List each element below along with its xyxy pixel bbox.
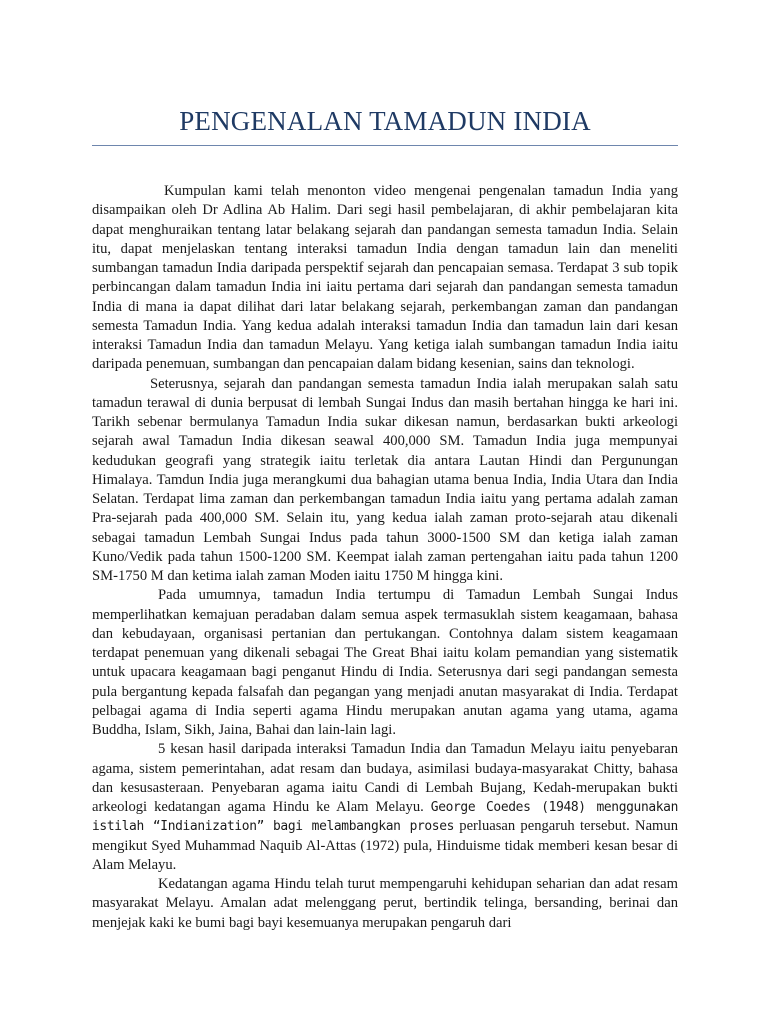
paragraph-interaction bbox=[92, 740, 678, 875]
paragraph-interaction-continued: perluasan pengaruh tersebut. Namun mengikut Syed Muhammad Naquib Al-Attas (1972) pula, Hinduisme tidak memberi kesan besar di Alam Melayu. bbox=[92, 818, 678, 873]
paragraph-hindu-influence: Kedatangan agama Hindu telah turut mempengaruhi kehidupan seharian dan adat resam masyarakat Melayu. Amalan adat melenggang perut, bertindik telinga, bersanding, berinai dan menjejak kaki ke bumi bagi bayi kesemuanya merupakan pengaruh dari bbox=[92, 876, 678, 931]
title-divider bbox=[92, 145, 678, 146]
coedes-quote-line: George Coedes (1948) menggunakan istilah “Indianization” bagi melambangkan proses bbox=[92, 800, 678, 835]
document-title: PENGENALAN TAMADUN INDIA bbox=[179, 106, 591, 136]
paragraph-introduction: Kumpulan kami telah menonton video mengenai pengenalan tamadun India yang disampaikan oleh Dr Adlina Ab Halim. Dari segi hasil pembelajaran, di akhir pembelajaran kita dapat menghuraikan tentang latar belakang sejarah dan pandangan semesta tamadun India. Selain itu, dapat menjelaskan tentang interaksi tamadun India dengan tamadun lain dan meneliti sumbangan tamadun India daripada perspektif sejarah dan pencapaian semasa. Terdapat 3 sub topik perbincangan dalam tamadun India ini iaitu pertama dari sejarah dan pandangan semesta tamadun India di mana ia dapat dilihat dari latar belakang sejarah, perkembangan zaman dan pandangan semesta Tamadun India. Yang kedua adalah interaksi tamadun India dan tamadun lain dari kesan interaksi Tamadun India dan tamadun Melayu. Yang ketiga ialah sumbangan tamadun India iaitu daripada penemuan, sumbangan dan pencapaian dalam bidang kesenian, sains dan teknologi. bbox=[92, 183, 678, 373]
document-body bbox=[92, 182, 678, 933]
paragraph-religion: Pada umumnya, tamadun India tertumpu di Tamadun Lembah Sungai Indus memperlihatkan kemajuan peradaban dalam semua aspek termasuklah sistem keagamaan, bahasa dan kebudayaan, organisasi pertanian dan pertukangan. Contohnya dalam sistem keagamaan terdapat penemuan yang dikenali sebagai The Great Bhai iaitu kolam pemandian yang sistematik untuk upacara keagamaan bagi penganut Hindu di India. Seterusnya dari segi pandangan semesta pula bergantung kepada falsafah dan pegangan yang menjadi anutan masyarakat di India. Terdapat pelbagai agama di India seperti agama Hindu merupakan anutan agama yang utama, agama Buddha, Islam, Sikh, Jaina, Bahai dan lain-lain lagi. bbox=[92, 587, 678, 738]
paragraph-interaction-text: 5 kesan hasil daripada interaksi Tamadun India dan Tamadun Melayu iaitu penyebaran agama, sistem pemerintahan, adat resam dan budaya, asimilasi budaya-masyarakat Chitty, bahasa dan kesusasteraan. Penyebaran agama iaitu Candi di Lembah Bujang, Kedah-merupakan bukti arkeologi kedatangan agama Hindu ke Alam Melayu. bbox=[92, 741, 678, 815]
paragraph-history: Seterusnya, sejarah dan pandangan semesta tamadun India ialah merupakan salah satu tamadun terawal di dunia berpusat di lembah Sungai Indus dan masih bertahan hingga ke hari ini. Tarikh sebenar bermulanya Tamadun India sukar dikesan namun, berdasarkan bukti arkeologi sejarah awal Tamadun India dikesan seawal 400,000 SM. Tamadun India juga mempunyai kedudukan geografi yang strategik iaitu terletak dia antara Lautan Hindi dan Pergunungan Himalaya. Tamdun India juga merangkumi dua bahagian utama benua India, India Utara dan India Selatan. Terdapat lima zaman dan perkembangan tamadun India iaitu yang pertama adalah zaman Pra-sejarah pada 400,000 SM. Selain itu, yang kedua ialah zaman proto-sejarah atau dikenali sebagai tamadun Lembah Sungai Indus pada tahun 3000-1500 SM dan ketiga ialah zaman Kuno/Vedik pada tahun 1500-1200 SM. Keempat ialah zaman pertengahan iaitu pada tahun 1200 SM-1750 M dan ketima ialah zaman Moden iaitu 1750 M hingga kini. bbox=[92, 375, 678, 584]
